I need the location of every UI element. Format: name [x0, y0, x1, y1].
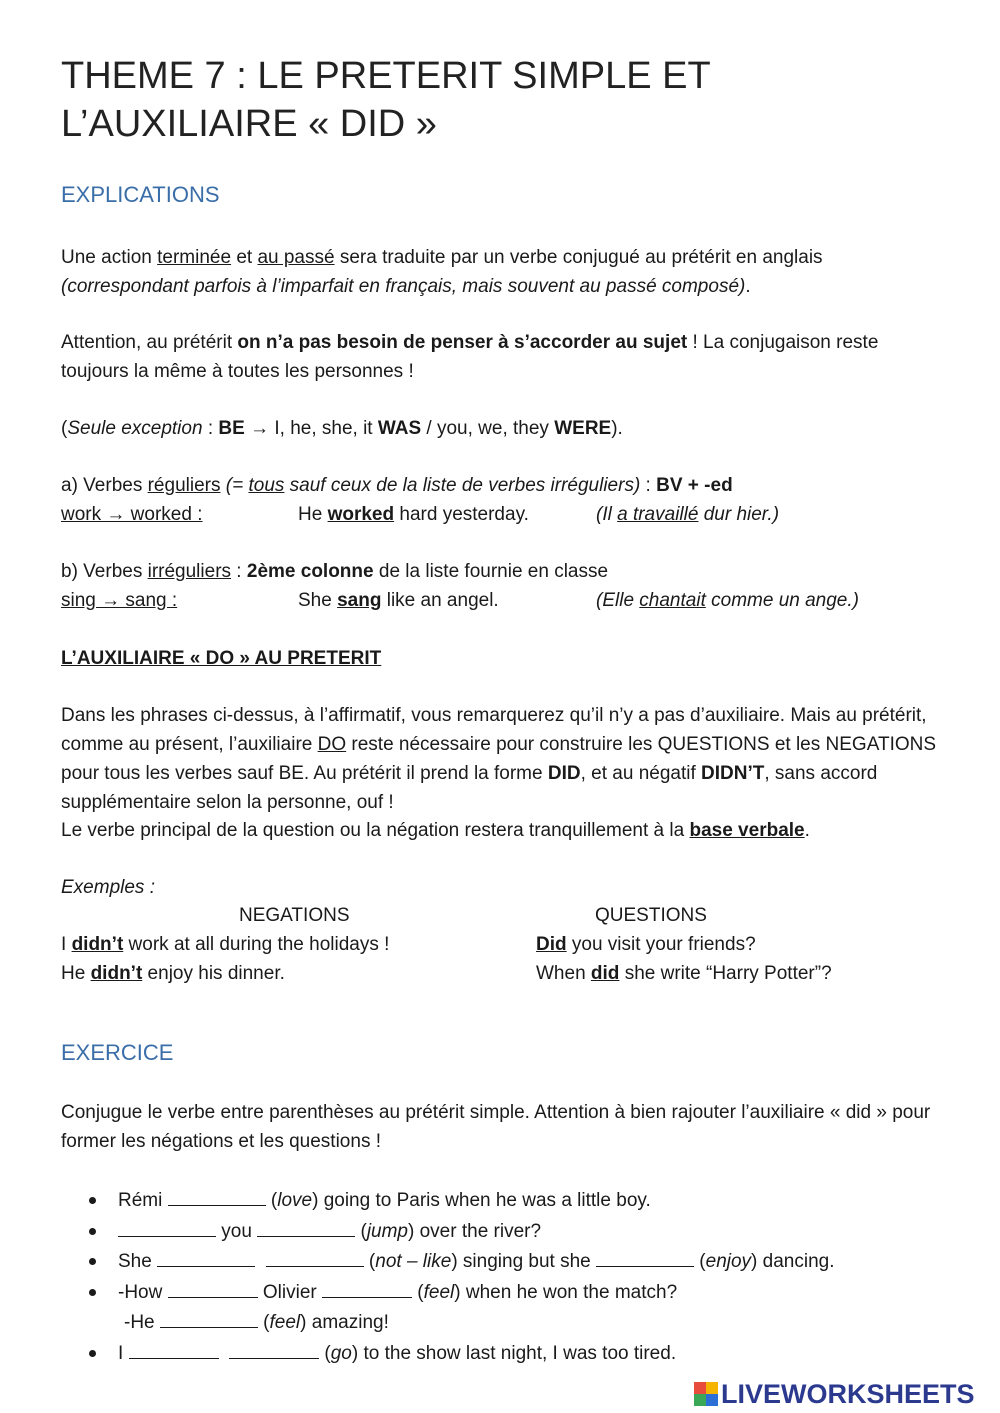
- auxiliary-heading: L’AUXILIAIRE « DO » AU PRETERIT: [61, 648, 382, 669]
- regular-verbs-example: [61, 500, 941, 529]
- liveworksheets-logo[interactable]: [694, 1376, 975, 1412]
- irregular-verbs-example: [61, 586, 941, 615]
- irregular-example-sentence: She sang like an angel.: [298, 590, 499, 611]
- explications-paragraph-2: Attention, au prétérit on n’a pas besoin de penser à s’accorder au sujet ! La conjugaison reste toujours la même à toutes les personnes !: [61, 332, 879, 382]
- liveworksheets-logo-text: LIVEWORKSHEETS: [721, 1378, 975, 1409]
- regular-verbs-rule: a) Verbes réguliers (= tous sauf ceux de la liste de verbes irréguliers) : BV + -ed: [61, 475, 733, 496]
- bullet-icon: [89, 1197, 96, 1204]
- answer-blank[interactable]: [157, 1246, 255, 1267]
- exercise-item-1: Rémi (love) going to Paris when he was a little boy.: [61, 1185, 941, 1216]
- exercise-item-3: She (not – like) singing but she (enjoy) dancing.: [61, 1246, 941, 1277]
- answer-blank[interactable]: [229, 1338, 319, 1359]
- exercise-item-4-answer: -He (feel) amazing!: [61, 1307, 941, 1338]
- answer-blank[interactable]: [168, 1185, 266, 1206]
- explications-heading: EXPLICATIONS: [61, 182, 220, 207]
- irregular-example-translation: (Elle chantait comme un ange.): [596, 590, 859, 611]
- answer-blank[interactable]: [257, 1216, 355, 1237]
- question-example-1: Did you visit your friends?: [536, 934, 756, 955]
- exercise-list: [61, 1185, 941, 1369]
- exercise-item-2: you (jump) over the river?: [61, 1216, 941, 1247]
- page-title: THEME 7 : LE PRETERIT SIMPLE ET L’AUXILIAIRE « DID »: [61, 55, 710, 145]
- questions-heading: QUESTIONS: [595, 905, 707, 926]
- exercise-item-4: -How Olivier (feel) when he won the match?: [61, 1277, 941, 1308]
- bullet-icon: [89, 1289, 96, 1296]
- regular-example-sentence: He worked hard yesterday.: [298, 504, 529, 525]
- be-exception: (Seule exception : BE → I, he, she, it WAS / you, we, they WERE).: [61, 418, 623, 439]
- irregular-example-key: sing → sang :: [61, 590, 178, 611]
- explications-paragraph-1: Une action terminée et au passé sera traduite par un verbe conjugué au prétérit en anglais (correspondant parfois à l’imparfait en français, mais souvent au passé composé).: [61, 247, 823, 297]
- answer-blank[interactable]: [129, 1338, 219, 1359]
- exercice-heading: EXERCICE: [61, 1040, 174, 1065]
- answer-blank[interactable]: [596, 1246, 694, 1267]
- examples-label: Exemples :: [61, 877, 155, 898]
- exercice-instruction: Conjugue le verbe entre parenthèses au prétérit simple. Attention à bien rajouter l’auxiliaire « did » pour former les négations et les questions !: [61, 1102, 931, 1152]
- answer-blank[interactable]: [168, 1277, 258, 1298]
- answer-blank[interactable]: [160, 1307, 258, 1328]
- negations-heading: NEGATIONS: [239, 905, 350, 926]
- bullet-icon: [89, 1258, 96, 1265]
- bullet-icon: [89, 1228, 96, 1235]
- answer-blank[interactable]: [266, 1246, 364, 1267]
- auxiliary-paragraph-1: Dans les phrases ci-dessus, à l’affirmatif, vous remarquerez qu’il n’y a pas d’auxiliaire. Mais au prétérit, comme au présent, l’auxiliaire DO reste nécessaire pour construire les QUESTIONS et les NEGATIONS pour tous les verbes sauf BE. Au prétérit il prend la forme DID, et au négatif DIDN’T, sans accord supplémentaire selon la personne, ouf !: [61, 705, 937, 813]
- regular-example-key: work → worked :: [61, 504, 203, 525]
- question-example-2: When did she write “Harry Potter”?: [536, 963, 832, 984]
- exercise-item-5: I (go) to the show last night, I was too tired.: [61, 1338, 941, 1369]
- auxiliary-paragraph-2: Le verbe principal de la question ou la négation restera tranquillement à la base verbale.: [61, 820, 810, 841]
- irregular-verbs-rule: b) Verbes irréguliers : 2ème colonne de la liste fournie en classe: [61, 561, 609, 582]
- regular-example-translation: (Il a travaillé dur hier.): [596, 504, 780, 525]
- negation-example-1: I didn’t work at all during the holidays !: [61, 934, 390, 955]
- answer-blank[interactable]: [322, 1277, 412, 1298]
- answer-blank[interactable]: [118, 1216, 216, 1237]
- liveworksheets-logo-icon: [694, 1382, 718, 1406]
- bullet-icon: [89, 1350, 96, 1357]
- negation-example-2: He didn’t enjoy his dinner.: [61, 963, 285, 984]
